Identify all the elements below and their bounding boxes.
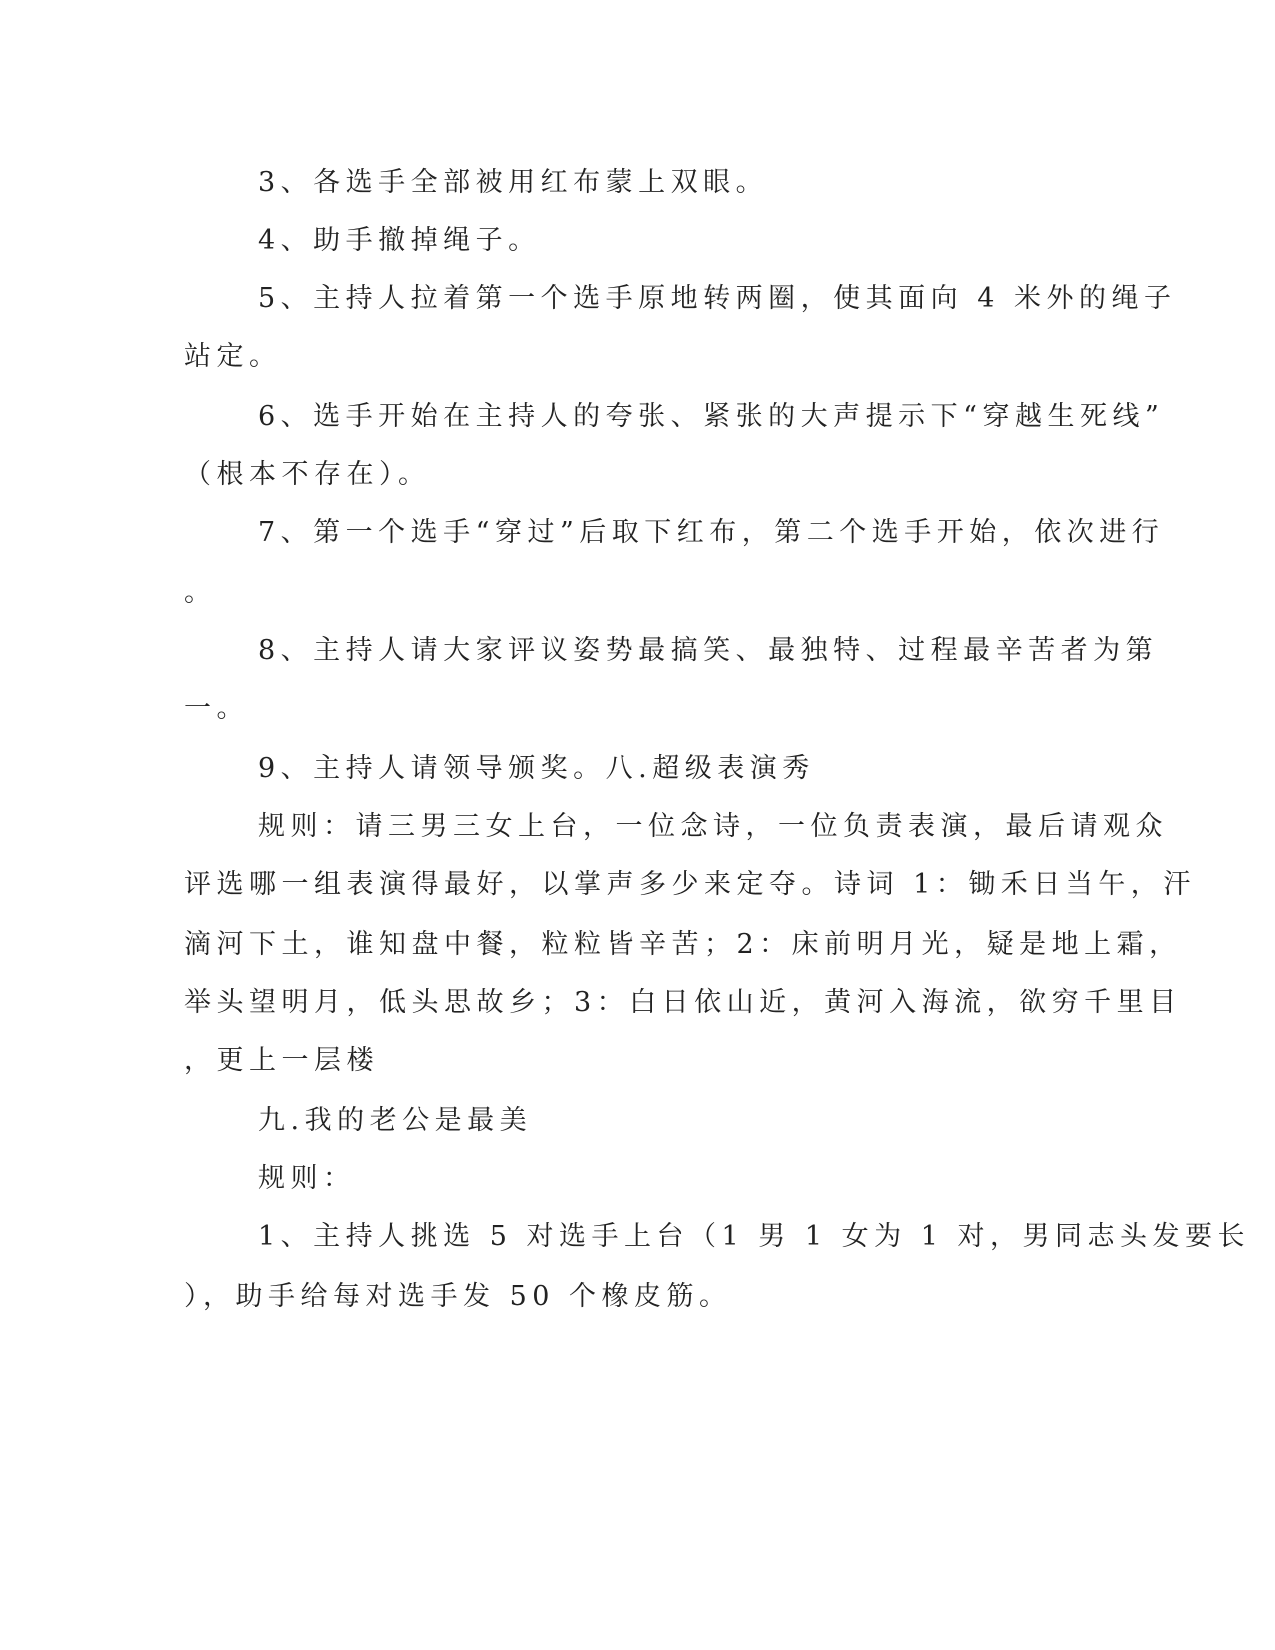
paragraph-line: 滴河下土，谁知盘中餐，粒粒皆辛苦；2：床前明月光，疑是地上霜， <box>184 929 1182 960</box>
paragraph-line: ），助手给每对选手发 50 个橡皮筋。 <box>184 1281 732 1312</box>
paragraph-line: 规则：请三男三女上台，一位念诗，一位负责表演，最后请观众 <box>258 811 1168 842</box>
section-heading: 九.我的老公是最美 <box>258 1105 533 1136</box>
paragraph-line: 。 <box>184 577 217 608</box>
paragraph-line: 1、主持人挑选 5 对选手上台（1 男 1 女为 1 对，男同志头发要长 <box>258 1221 1250 1252</box>
paragraph-line: 8、主持人请大家评议姿势最搞笑、最独特、过程最辛苦者为第 <box>258 635 1159 666</box>
paragraph-line: ，更上一层楼 <box>184 1045 379 1076</box>
paragraph-line: （根本不存在）。 <box>184 459 431 490</box>
paragraph-line: 4、助手撤掉绳子。 <box>258 225 541 256</box>
paragraph-line: 一。 <box>184 693 249 724</box>
paragraph-line: 6、选手开始在主持人的夸张、紧张的大声提示下“穿越生死线” <box>258 401 1165 432</box>
paragraph-line: 站定。 <box>184 341 282 372</box>
paragraph-line: 评选哪一组表演得最好，以掌声多少来定夺。诗词 1：锄禾日当午，汗 <box>184 869 1196 900</box>
paragraph-line: 规则： <box>258 1163 356 1194</box>
paragraph-line: 5、主持人拉着第一个选手原地转两圈，使其面向 4 米外的绳子 <box>258 283 1177 314</box>
paragraph-line: 举头望明月，低头思故乡；3：白日依山近，黄河入海流，欲穷千里目 <box>184 987 1182 1018</box>
paragraph-line: 9、主持人请领导颁奖。八.超级表演秀 <box>258 753 815 784</box>
paragraph-line: 3、各选手全部被用红布蒙上双眼。 <box>258 167 769 198</box>
paragraph-line: 7、第一个选手“穿过”后取下红布，第二个选手开始，依次进行 <box>258 517 1165 548</box>
